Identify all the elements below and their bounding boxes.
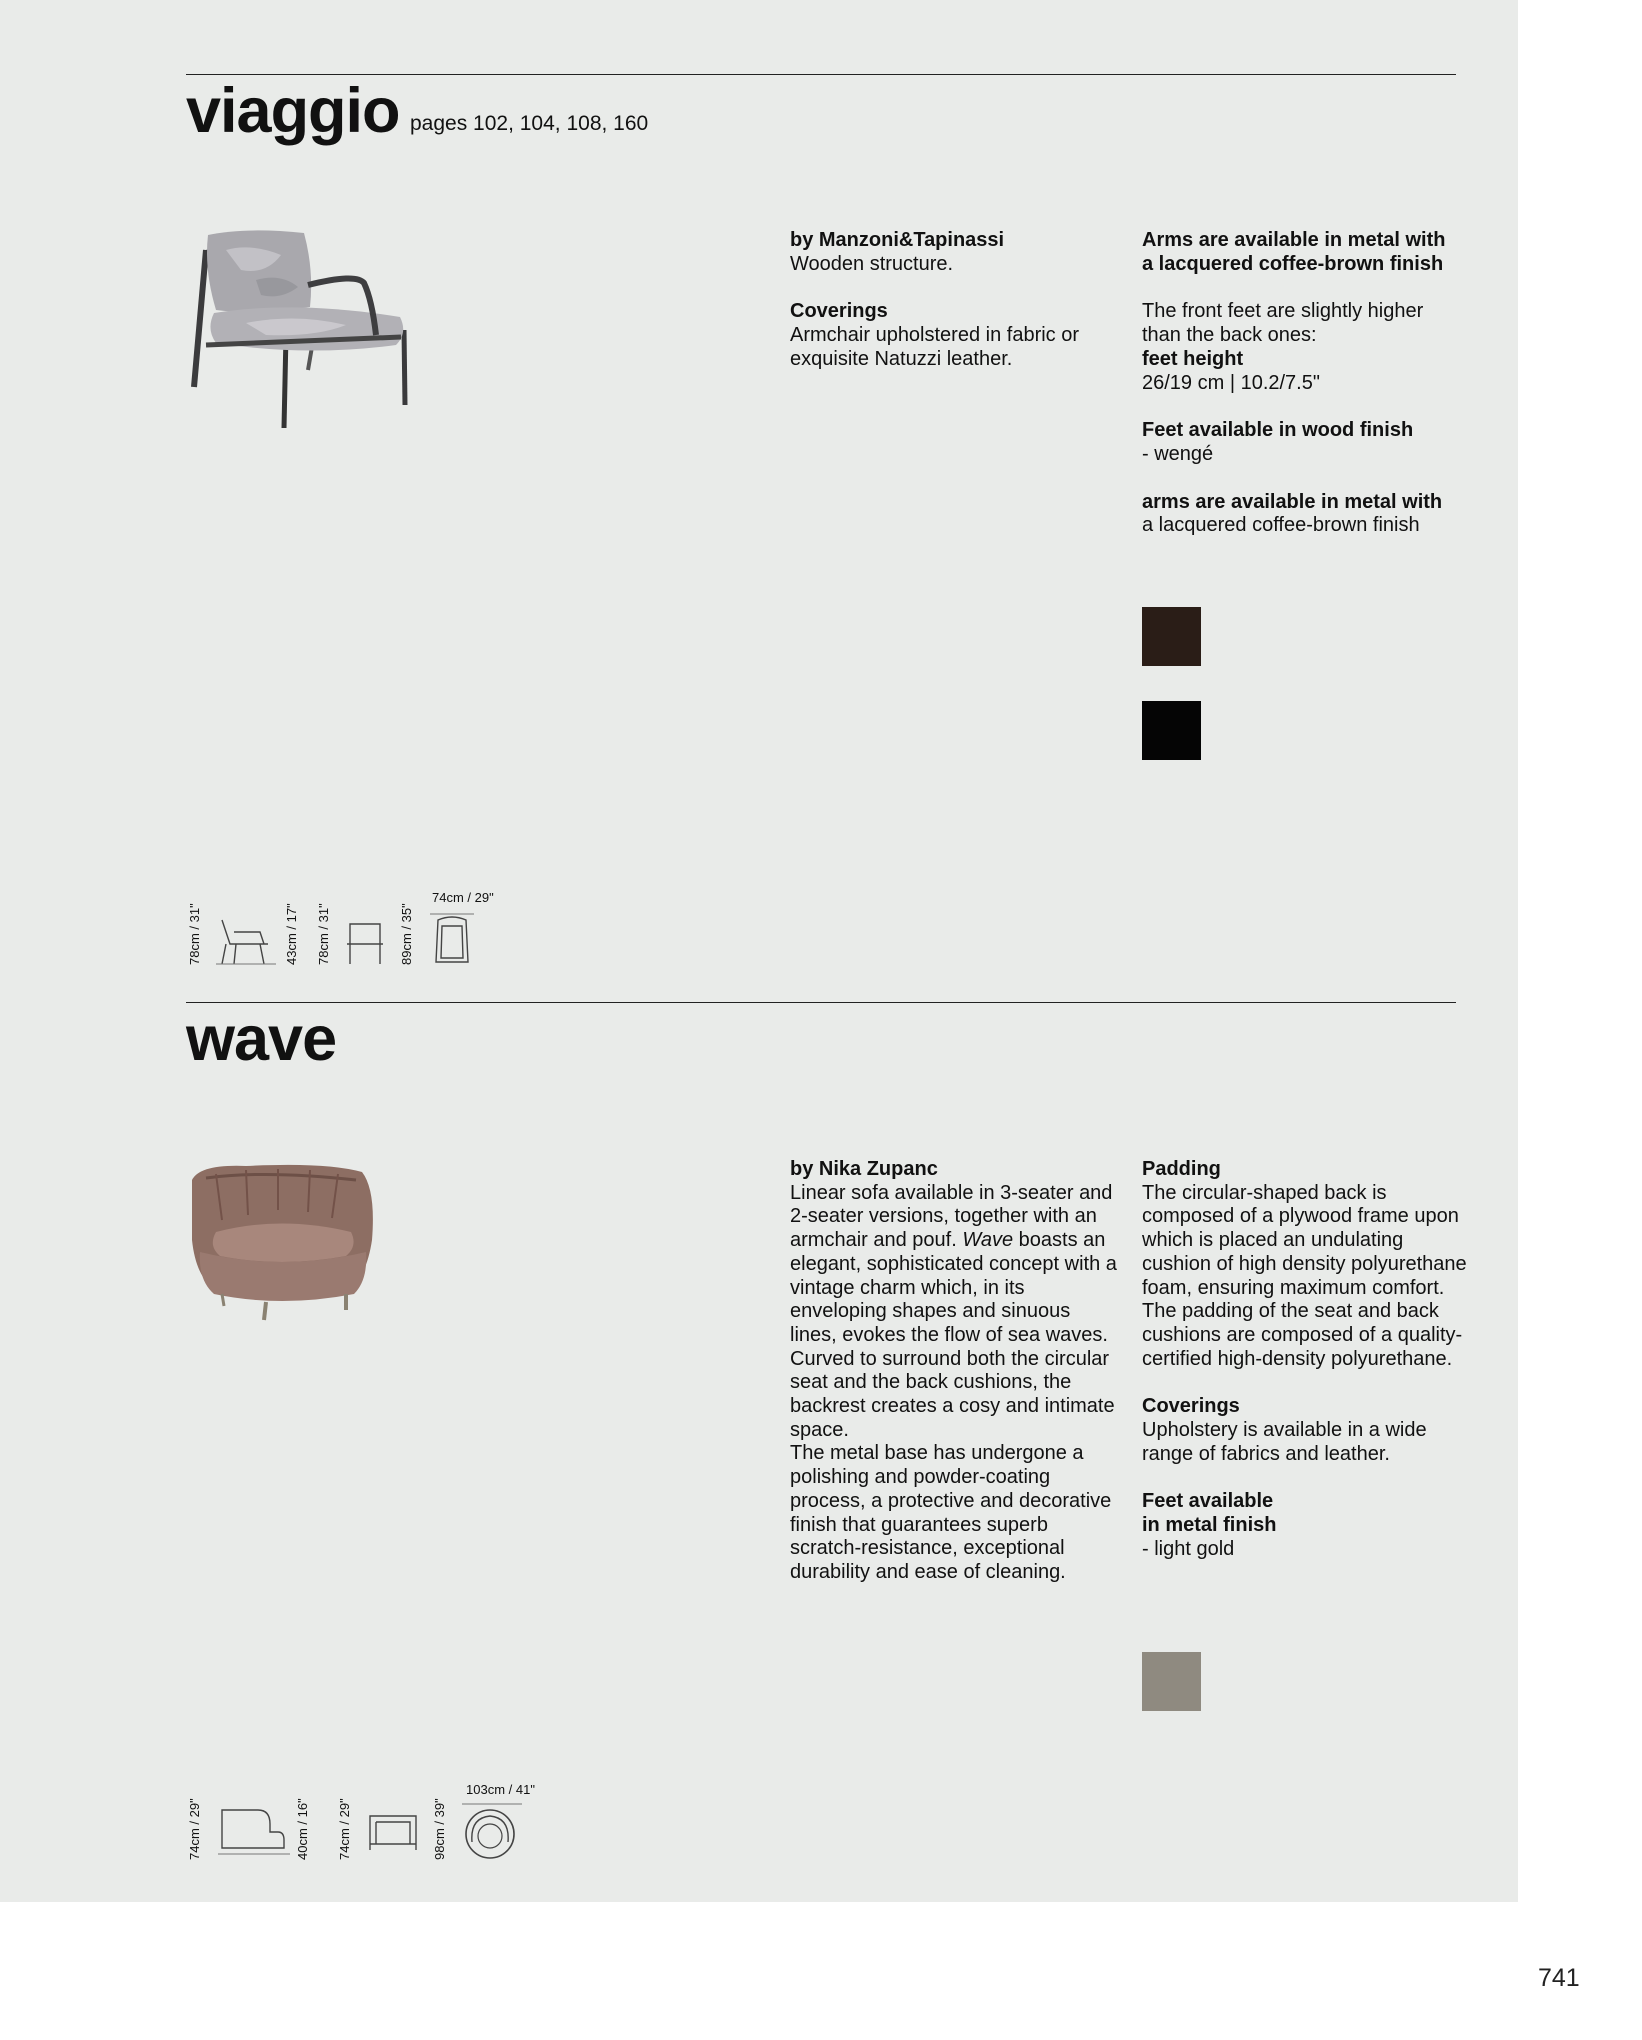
dim-front-height: 78cm / 31" bbox=[316, 903, 331, 965]
wave-description-2: Curved to surround both the circular seat and the back cushions, the backrest creates a cosy and intimate space. bbox=[790, 1347, 1115, 1441]
page-references: pages 102, 104, 108, 160 bbox=[410, 112, 649, 135]
padding-heading: Padding bbox=[1142, 1158, 1221, 1180]
viaggio-description-column bbox=[790, 229, 1110, 396]
top-view-icon bbox=[430, 912, 474, 966]
designer-credit: by Nika Zupanc bbox=[790, 1158, 938, 1180]
coverings-text: Armchair upholstered in fabric or exquisite Natuzzi leather. bbox=[790, 324, 1080, 370]
viaggio-dimension-diagrams bbox=[186, 890, 516, 970]
dim-top-depth: 89cm / 35" bbox=[399, 903, 414, 965]
viaggio-finishes-column bbox=[1142, 229, 1462, 562]
dim-seat-height: 40cm / 16" bbox=[295, 1798, 310, 1860]
dim-side-height: 78cm / 31" bbox=[187, 903, 202, 965]
front-view-icon bbox=[366, 1810, 420, 1856]
viaggio-armchair-image bbox=[186, 225, 416, 435]
dim-seat-height: 43cm / 17" bbox=[284, 903, 299, 965]
padding-text: The circular-shaped back is composed of a plywood frame upon which is placed an undulating cushion of high density polyurethane foam, ensuring maximum comfort. bbox=[1142, 1181, 1467, 1299]
product-title-wave: wave bbox=[186, 1004, 337, 1074]
dim-top-width: 74cm / 29" bbox=[432, 890, 494, 905]
wave-description-column bbox=[790, 1158, 1120, 1609]
wave-armchair-image bbox=[186, 1160, 376, 1325]
section-divider bbox=[186, 1002, 1456, 1003]
wave-dimension-diagrams bbox=[186, 1782, 556, 1862]
coffee-brown-finish-swatch bbox=[1142, 701, 1201, 760]
wave-description: Linear sofa available in 3-seater and 2-seater versions, together with an armchair and pouf. Wave boasts an elegant, sophisticated concept with a vintage charm which, in its enveloping shapes and sinuous lines, evokes the flow of sea waves. bbox=[790, 1181, 1117, 1346]
top-view-icon bbox=[462, 1802, 522, 1860]
dim-side-height: 74cm / 29" bbox=[187, 1798, 202, 1860]
feet-description: The front feet are slightly higher than the back ones: bbox=[1142, 300, 1424, 347]
wood-finish-heading: Feet available in wood finish bbox=[1142, 419, 1414, 442]
side-view-icon bbox=[216, 914, 276, 966]
dim-top-width: 103cm / 41" bbox=[466, 1782, 535, 1797]
feet-height-value: 26/19 cm | 10.2/7.5" bbox=[1142, 371, 1320, 394]
wave-details-column bbox=[1142, 1158, 1472, 1586]
feet-height-label: feet height bbox=[1142, 347, 1244, 370]
light-gold-finish-swatch bbox=[1142, 1652, 1201, 1711]
dim-top-depth: 98cm / 39" bbox=[432, 1798, 447, 1860]
side-view-icon bbox=[218, 1804, 290, 1860]
product-title-viaggio: viaggio bbox=[186, 76, 400, 146]
wood-finish-option: - wengé bbox=[1142, 442, 1214, 465]
arms-metal-heading: arms are available in metal with bbox=[1142, 490, 1443, 513]
wenge-finish-swatch bbox=[1142, 607, 1201, 666]
structure-text: Wooden structure. bbox=[790, 252, 954, 275]
wave-description-3: The metal base has undergone a polishing and powder-coating process, a protective and decorative finish that guarantees superb scratch-resistance, exceptional durability and ease of cleaning. bbox=[790, 1442, 1112, 1583]
feet-heading-2: in metal finish bbox=[1142, 1514, 1277, 1537]
feet-option: - light gold bbox=[1142, 1537, 1235, 1560]
arms-finish-heading: Arms are available in metal with a lacquered coffee-brown finish bbox=[1142, 229, 1446, 275]
designer-credit: by Manzoni&Tapinassi bbox=[790, 229, 1005, 251]
dim-front-height: 74cm / 29" bbox=[337, 1798, 352, 1860]
coverings-heading: Coverings bbox=[790, 300, 888, 323]
page-number: 741 bbox=[1538, 1964, 1580, 1992]
arms-metal-text: a lacquered coffee-brown finish bbox=[1142, 514, 1420, 537]
feet-heading: Feet available bbox=[1142, 1490, 1274, 1513]
padding-text-2: The padding of the seat and back cushions are composed of a quality-certified high-density polyurethane. bbox=[1142, 1300, 1463, 1370]
section-divider bbox=[186, 74, 1456, 75]
front-view-icon bbox=[344, 920, 386, 966]
coverings-text: Upholstery is available in a wide range of fabrics and leather. bbox=[1142, 1419, 1427, 1465]
coverings-heading: Coverings bbox=[1142, 1395, 1240, 1418]
